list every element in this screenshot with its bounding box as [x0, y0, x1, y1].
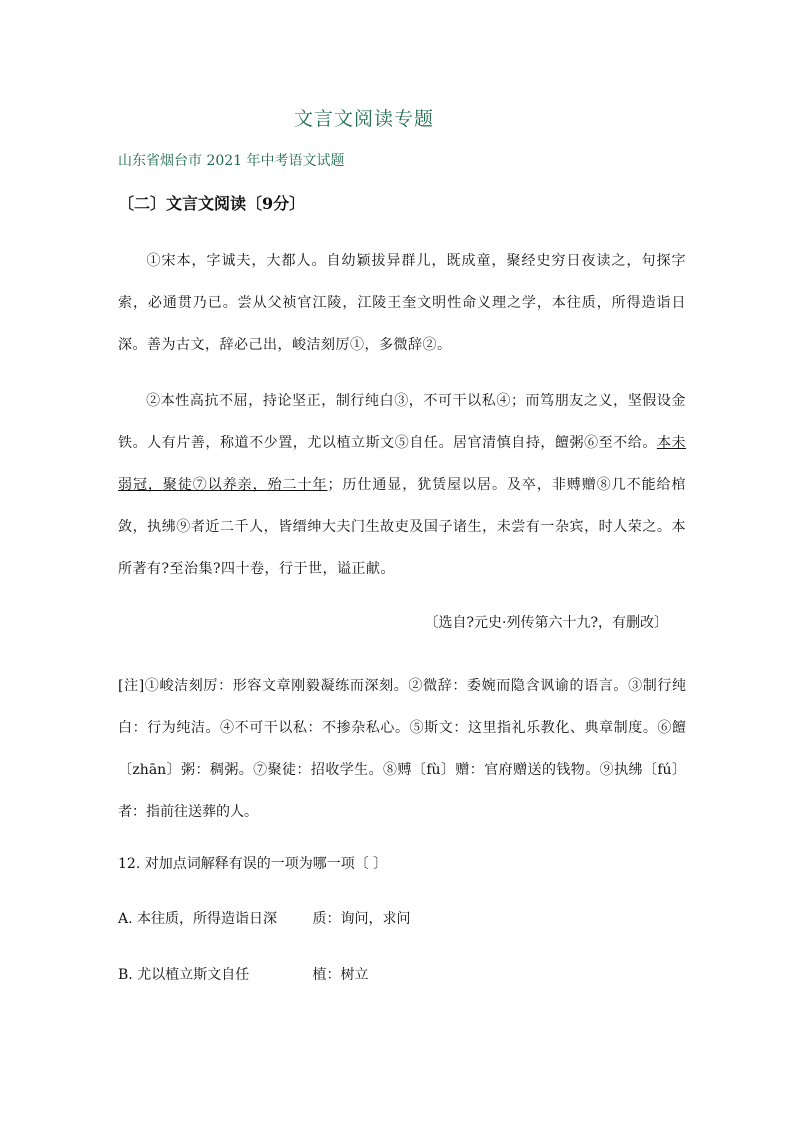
page-title: 文言文阅读专题: [293, 108, 434, 130]
option-a-text: A. 本往质，所得造诣日深: [118, 911, 278, 927]
option-b-gloss: 植：树立: [312, 967, 369, 983]
paragraph-2-text-a: ②本性高抗不屈，持论坚正，制行纯白③，不可干以私④；而笃朋友之义，坚假设金铁。人有片善，称道不少置，尤以植立斯文⑤自任。居官清慎自持，饘粥⑥至不给。: [118, 393, 686, 451]
source-line: 山东省烟台市 2021 年中考语文试题: [118, 153, 345, 169]
paragraph-1-text: ①宋本，字诚夫，大都人。自幼颖拔异群儿，既成童，聚经史穷日夜读之，句探字索，必通贯乃已。尝从父祯官江陵，江陵王奎文明性命义理之学，本往质，所得造诣日深。善为古文，辞必己出，峻洁刻厉①，多微辞②。: [118, 253, 686, 353]
option-a: [118, 908, 410, 928]
option-a-gloss: 质：询问，求问: [312, 911, 411, 927]
option-b: [118, 964, 368, 984]
section-heading: 〔二〕文言文阅读〔9分〕: [118, 194, 306, 213]
paragraph-2: [118, 380, 686, 590]
question-12: 12. 对加点词解释有误的一项为哪一项〔 〕: [118, 856, 388, 872]
paragraph-2-text-b: ；历仕通显，犹赁屋以居。及卒，非赙赠⑧几不能给棺敛，执绋⑨者近二千人，皆缙绅大夫门生故吏及国子诸生，未尝有一杂宾，时人荣之。本所著有?至治集?四十卷，行于世，谥正献。: [118, 477, 687, 577]
annotations: [注]①峻洁刻厉：形容文章刚毅凝练而深刻。②微辞：委婉而隐含讽谕的语言。③制行纯白：行为纯洁。④不可干以私：不掺杂私心。⑤斯文：这里指礼乐教化、典章制度。⑥饘〔zhān〕粥：稠粥。⑦聚徒：招收学生。⑧赙〔fù〕赠：官府赠送的钱物。⑨执绋〔fú〕者：指前往送葬的人。: [118, 678, 686, 820]
paragraph-1: [118, 240, 686, 366]
underlined-sentence: 本未弱冠，聚徒⑦以养亲，殆二十年: [118, 435, 687, 493]
citation: 〔选自?元史·列传第六十九?，有删改〕: [424, 615, 668, 631]
option-b-text: B. 尤以植立斯文自任: [118, 967, 250, 983]
